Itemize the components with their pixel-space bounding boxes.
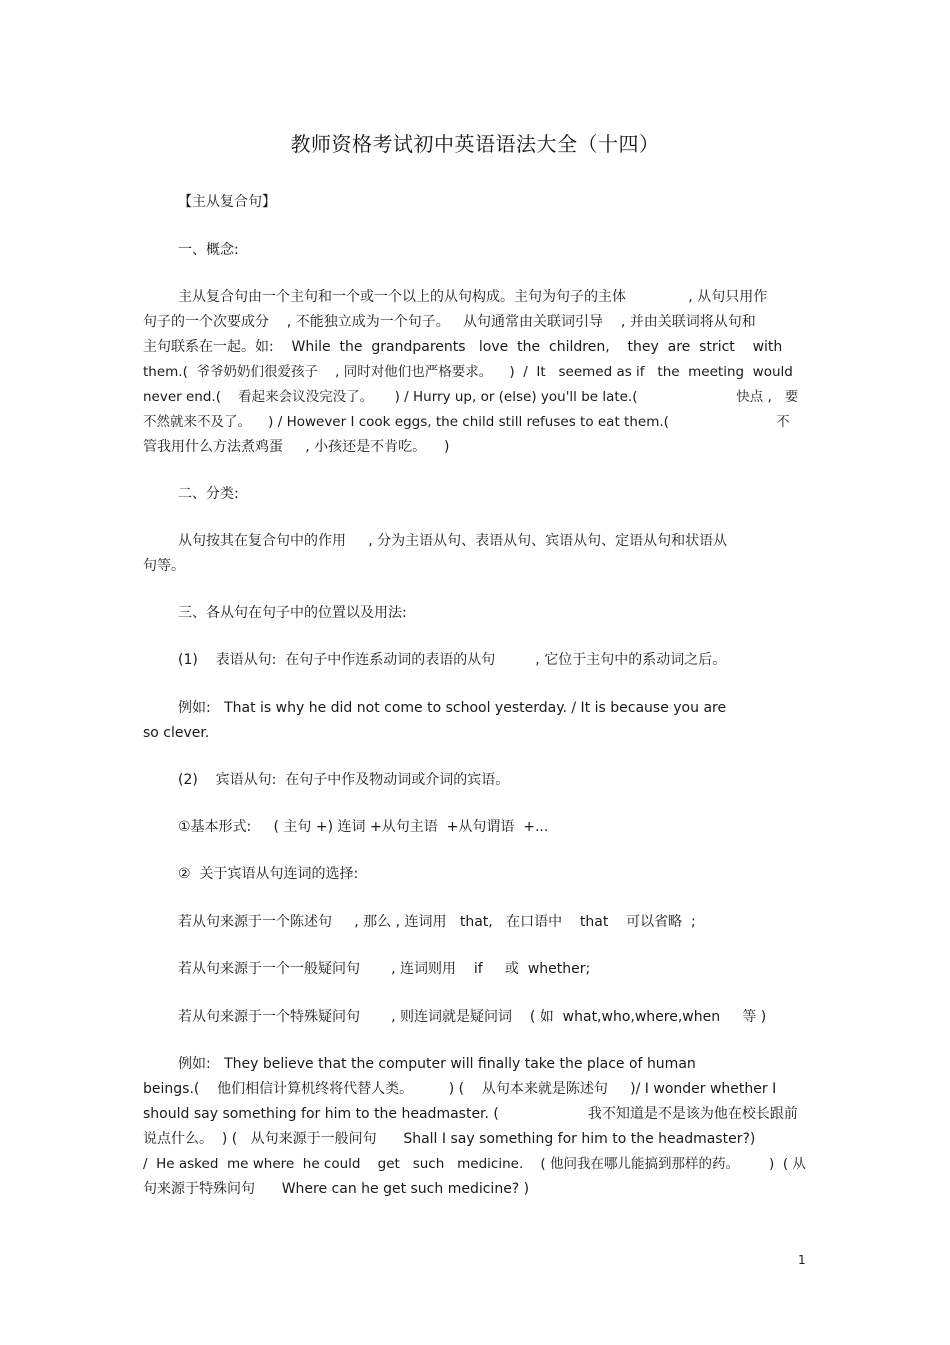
paragraph-line: 不然就来不及了。 ) / However I cook eggs, the child still refuses to eat them.( 不 [143, 414, 790, 430]
item-object-clause: (2) 宾语从句: 在句子中作及物动词或介词的宾语。 [178, 772, 510, 788]
example-line: 说点什么。 ) ( 从句来源于一般问句 Shall I say something for him to the headmaster?) [143, 1131, 756, 1147]
paragraph-line: 管我用什么方法煮鸡蛋 , 小孩还是不肯吃。 ) [143, 439, 450, 455]
heading-usage: 三、各从句在句子中的位置以及用法: [178, 605, 407, 621]
connective-choice: ② 关于宾语从句连词的选择: [178, 866, 359, 882]
example-line: 例如: They believe that the computer will finally take the place of human [178, 1056, 696, 1072]
paragraph-line: 从句按其在复合句中的作用 , 分为主语从句、表语从句、宾语从句、定语从句和状语从 [178, 533, 728, 549]
paragraph-line: them.( 爷爷奶奶们很爱孩子 , 同时对他们也严格要求。 ) / It seemed as if the meeting would [143, 364, 793, 380]
paragraph-line: 句等。 [143, 558, 185, 574]
example-line: beings.( 他们相信计算机终将代替人类。 ) ( 从句本来就是陈述句 )/ I wonder whether I [143, 1081, 777, 1097]
item-predicative-clause: (1) 表语从句: 在句子中作连系动词的表语的从句 , 它位于主句中的系动词之后。 [178, 652, 727, 668]
paragraph-line: 主从复合句由一个主句和一个或一个以上的从句构成。主句为句子的主体 , 从句只用作 [178, 289, 768, 305]
example-line: 例如: That is why he did not come to school yesterday. / It is because you are [178, 700, 727, 716]
rule-line: 若从句来源于一个一般疑问句 , 连词则用 if 或 whether; [178, 961, 591, 977]
page-title: 教师资格考试初中英语语法大全（十四） [290, 132, 660, 156]
heading-concept: 一、概念: [178, 242, 239, 258]
example-line: / He asked me where he could get such medicine. ( 他问我在哪儿能搞到那样的药。 ) ( 从 [143, 1156, 806, 1172]
paragraph-line: 句子的一个次要成分 , 不能独立成为一个句子。 从句通常由关联词引导 , 并由关联词将从句和 [143, 314, 756, 330]
example-line: should say something for him to the headmaster. ( 我不知道是不是该为他在校长跟前 [143, 1106, 798, 1122]
heading-classification: 二、分类: [178, 486, 239, 502]
example-line: so clever. [143, 725, 210, 741]
page-number: 1 [798, 1253, 806, 1267]
example-line: 句来源于特殊问句 Where can he get such medicine? ) [143, 1181, 530, 1197]
paragraph-line: never end.( 看起来会议没完没了。 ) / Hurry up, or (else) you'll be late.( 快点 , 要 [143, 389, 799, 405]
paragraph-line: 主句联系在一起。如: While the grandparents love the children, they are strict with [143, 339, 783, 355]
basic-form: ①基本形式: ( 主句 +) 连词 +从句主语 +从句谓语 +... [178, 819, 549, 835]
rule-line: 若从句来源于一个陈述句 , 那么 , 连词用 that, 在口语中 that 可以省略 ; [178, 914, 696, 930]
section-heading: 【主从复合句】 [178, 194, 276, 210]
rule-line: 若从句来源于一个特殊疑问句 , 则连词就是疑问词 ( 如 what,who,where,when 等 ) [178, 1009, 767, 1025]
